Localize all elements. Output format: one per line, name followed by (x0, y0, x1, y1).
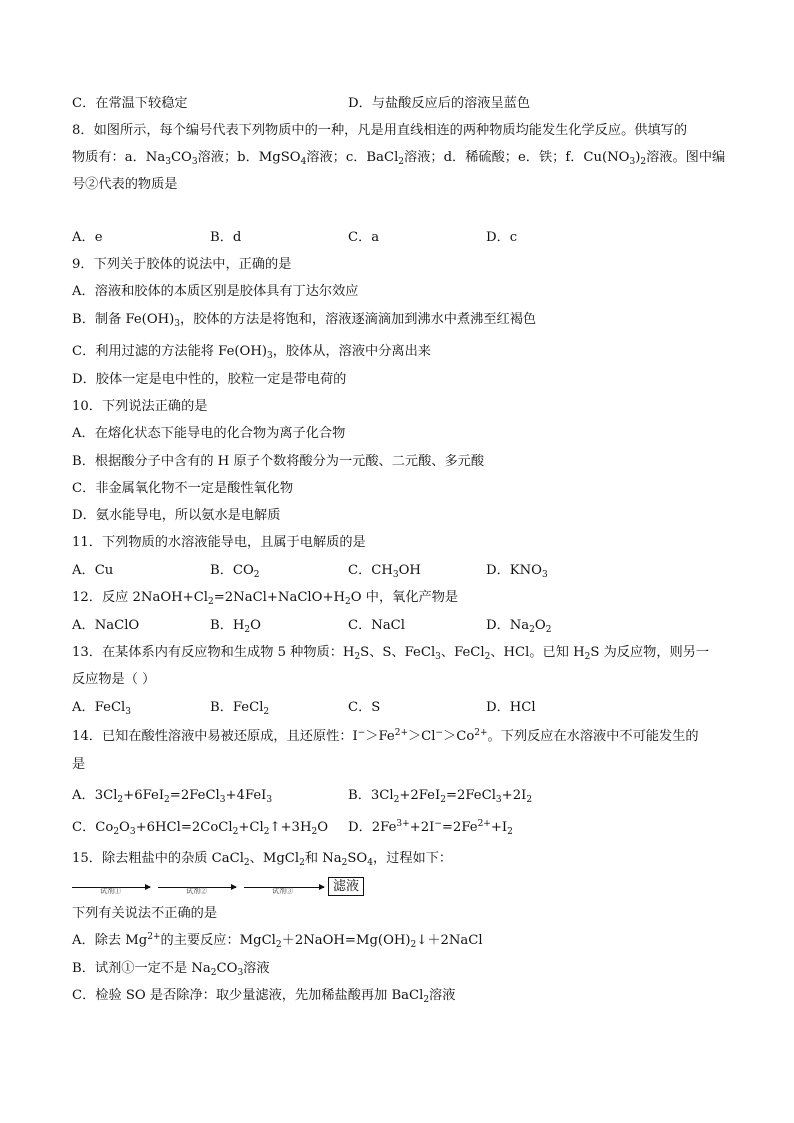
q15-option-a: A．除去 $Mg^{2+}$的主要反应：$MgCl_2+2NaOH=Mg(OH)_2↓+2NaCl$ (72, 932, 483, 950)
q8-option-c: C．a (348, 230, 380, 245)
q11-stem: 11．下列物质的水溶液能导电，且属于电解质的是 (72, 535, 366, 550)
q13-option-c: C．S (348, 700, 381, 715)
q13-stem-line2: 反应物是（ ） (72, 672, 156, 687)
arrow-reagent-1 (72, 887, 150, 895)
q13-option-b: B．FeCl$_2$ (210, 700, 270, 717)
q11-option-a: A．Cu (72, 563, 114, 578)
q11-option-b: B．$CO_2$ (210, 563, 260, 580)
q7-option-c: C．在常温下较稳定 (72, 96, 188, 111)
q14-option-a: A．$3Cl_2+6FeI_2=2FeCl_3+4FeI_3$ (72, 788, 273, 805)
reagent-3-label: 试剂③ (272, 887, 293, 895)
q14-option-c: C．$Co_2O_3+6HCl=2CoCl_2+Cl_2↑+3H_2O$ (72, 820, 328, 837)
q8-stem-line3: 号②代表的物质是 (72, 177, 178, 192)
q15-question: 下列有关说法不正确的是 (72, 906, 218, 921)
q11-option-d: D．$KNO_3$ (486, 563, 548, 580)
q9-option-d: D．胶体一定是电中性的，胶粒一定是带电荷的 (72, 372, 347, 387)
q10-option-a: A．在熔化状态下能导电的化合物为离子化合物 (72, 426, 346, 441)
q11-option-c: C．$CH_3OH$ (348, 563, 421, 580)
q15-option-c: C．检验 SO 是否除净：取少量滤液，先加稀盐酸再加 BaCl$_2$溶液 (72, 988, 456, 1005)
q13-option-d: D．HCl (486, 700, 536, 715)
arrow-reagent-2 (158, 887, 236, 895)
q13-stem-line1: 13．在某体系内有反应物和生成物 5 种物质：$H_2S$、S、FeCl$_3$、FeCl$_2$、HCl。已知 $H_2S$ 为反应物，则另一 (72, 645, 710, 662)
q14-option-d: D．$2Fe^{3+}+2I^-=2Fe^{2+}+I_2$ (348, 819, 513, 837)
q15-stem: 15．除去粗盐中的杂质 CaCl$_2$、MgCl$_2$和 $Na_2SO_4$，过程如下： (72, 851, 453, 868)
q8-stem-line1: 8．如图所示，每个编号代表下列物质中的一种，凡是用直线相连的两种物质均能发生化学反应。供填写的 (72, 123, 688, 138)
q12-option-b: B．$H_2O$ (210, 618, 261, 635)
q12-option-c: C．NaCl (348, 618, 405, 633)
q14-stem-line2: 是 (72, 757, 86, 772)
reagent-2-label: 试剂② (186, 887, 207, 895)
q9-option-a: A．溶液和胶体的本质区别是胶体具有丁达尔效应 (72, 284, 359, 299)
q8-option-d: D．c (486, 230, 518, 245)
reagent-1-label: 试剂① (100, 887, 121, 895)
q9-stem: 9．下列关于胶体的说法中，正确的是 (72, 257, 292, 272)
q7-option-d: D．与盐酸反应后的溶液呈蓝色 (348, 96, 531, 111)
q14-option-b: B．$3Cl_2+2FeI_2=2FeCl_3+2I_2$ (348, 788, 533, 805)
q9-option-c: C．利用过滤的方法能将 $Fe(OH)_3$，胶体从，溶液中分离出来 (72, 344, 431, 361)
q10-stem: 10．下列说法正确的是 (72, 399, 208, 414)
q9-option-b: B．制备 $Fe(OH)_3$，胶体的方法是将饱和，溶液逐滴滴加到沸水中煮沸至红褐色 (72, 312, 537, 329)
process-flow-diagram (72, 877, 372, 897)
q15-option-b: B．试剂①一定不是 $Na_2CO_3$溶液 (72, 961, 270, 978)
filtrate-box: 滤液 (328, 877, 364, 896)
q8-option-b: B．d (210, 230, 242, 245)
q10-option-d: D．氨水能导电，所以氨水是电解质 (72, 508, 281, 523)
q14-stem-line1: 14．已知在酸性溶液中易被还原成，且还原性：$I^->Fe^{2+}>Cl^->Co^{2+}$。下列反应在水溶液中不可能发生的 (72, 728, 699, 744)
q13-option-a: A．FeCl$_3$ (72, 700, 131, 717)
q8-option-a: A．e (72, 230, 103, 245)
q8-stem-line2: 物质有：a．$Na_3CO_3$溶液；b．MgSO$_4$溶液；c．BaCl$_2$溶液；d．稀硫酸；e．铁；f．$Cu(NO_3)_2$溶液。图中编 (72, 150, 726, 167)
arrow-reagent-3 (244, 887, 324, 895)
q12-option-a: A．NaClO (72, 618, 140, 633)
q12-stem: 12．反应 $2NaOH+Cl_2=2NaCl+NaClO+H_2O$ 中，氧化产物是 (72, 590, 459, 607)
q10-option-b: B．根据酸分子中含有的 H 原子个数将酸分为一元酸、二元酸、多元酸 (72, 454, 485, 469)
q10-option-c: C．非金属氧化物不一定是酸性氧化物 (72, 481, 294, 496)
q12-option-d: D．$Na_2O_2$ (486, 618, 552, 635)
